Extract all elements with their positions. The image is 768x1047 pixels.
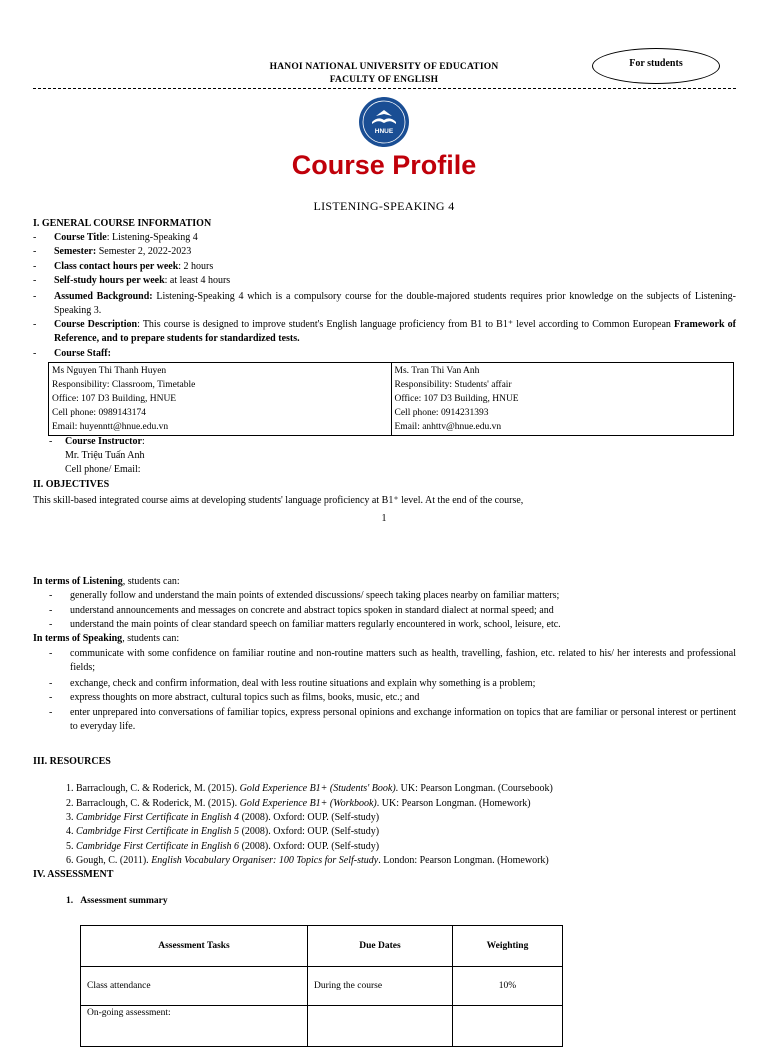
resource-pre: Barraclough, C. & Roderick, M. (2015). — [76, 798, 240, 809]
resource-item — [66, 825, 379, 839]
resource-post: . London: Pearson Longman. (Homework) — [378, 855, 549, 866]
resource-num: 5. — [66, 841, 74, 852]
item-value: : at least 4 hours — [164, 275, 231, 286]
instructor-label: Course Instructor — [65, 436, 142, 447]
resource-num: 4. — [66, 826, 74, 837]
staff-cell — [391, 363, 734, 436]
table-cell — [308, 1006, 453, 1047]
resource-item — [66, 854, 549, 868]
resources-heading: III. RESOURCES — [33, 756, 111, 767]
column-header: Assessment Tasks — [81, 926, 308, 967]
table-cell — [453, 1006, 563, 1047]
resource-title: Cambridge First Certificate in English 6 — [76, 841, 240, 852]
listening-label: In terms of Listening — [33, 576, 123, 587]
column-header: Due Dates — [308, 926, 453, 967]
hnue-logo-icon — [358, 96, 410, 148]
general-heading: I. GENERAL COURSE INFORMATION — [33, 218, 212, 229]
table-row — [81, 967, 563, 1006]
objectives-intro: This skill-based integrated course aims at developing students' language proficiency at B1⁺ level. At the end of the course, — [33, 495, 524, 506]
resource-title: Cambridge First Certificate in English 4 — [76, 812, 240, 823]
table-cell: During the course — [308, 967, 453, 1006]
table-row — [81, 1006, 563, 1047]
resource-post: (2008). Oxford: OUP. (Self-study) — [239, 812, 380, 823]
assessment-summary-heading — [66, 896, 168, 906]
column-header: Weighting — [453, 926, 563, 967]
table-cell: Class attendance — [81, 967, 308, 1006]
item-label: Semester: — [54, 246, 97, 257]
staff-office: Office: 107 D3 Building, HNUE — [394, 394, 519, 404]
summary-num: 1. — [66, 896, 74, 906]
staff-email: Email: anhttv@hnue.edu.vn — [394, 422, 502, 432]
list-item-text: generally follow and understand the main points of extended discussions/ speech taking places nearby on familiar matters; — [70, 590, 560, 601]
list-item-text: understand the main points of clear standard speech on familiar matters regularly encountered in work, school, leisure, etc. — [70, 619, 561, 630]
resource-item — [66, 811, 379, 825]
resource-title: Gold Experience B1+ (Students' Book) — [239, 783, 396, 794]
resource-num: 2. — [66, 798, 74, 809]
course-instructor: - Course Instructor: Mr. Triệu Tuấn Anh Cell phone/ Email: — [49, 436, 145, 475]
item-value: : Listening-Speaking 4 — [106, 232, 198, 243]
instructor-colon: : — [141, 436, 145, 447]
staff-phone: Cell phone: 0989143174 — [52, 408, 146, 418]
assessment-heading: IV. ASSESSMENT — [33, 869, 114, 880]
resource-post: . UK: Pearson Longman. (Homework) — [376, 798, 531, 809]
staff-table — [48, 362, 734, 436]
speaking-suffix: , students can: — [122, 633, 180, 644]
resource-post: (2008). Oxford: OUP. (Self-study) — [239, 841, 380, 852]
resource-item — [66, 797, 531, 811]
page-number: 1 — [381, 513, 387, 524]
list-item-text: exchange, check and confirm information, deal with less routine situations and explain why something is a problem; — [70, 678, 536, 689]
item-label: Course Title — [54, 232, 107, 243]
table-header-row — [81, 926, 563, 967]
resource-pre: Barraclough, C. & Roderick, M. (2015). — [76, 783, 240, 794]
resource-post: (2008). Oxford: OUP. (Self-study) — [239, 826, 380, 837]
staff-phone: Cell phone: 0914231393 — [394, 408, 489, 418]
listening-suffix: , students can: — [122, 576, 180, 587]
resource-num: 6. — [66, 855, 74, 866]
resource-title: Gold Experience B1+ (Workbook) — [239, 798, 377, 809]
item-label: Course Staff: — [54, 348, 111, 359]
item-value: Listening-Speaking 4 which is a compulsory course for the double-majored students requires prior knowledge on the subjects of Listening-Speaking 3. — [54, 291, 736, 316]
listening-intro — [33, 575, 736, 589]
resource-post: . UK: Pearson Longman. (Coursebook) — [395, 783, 553, 794]
staff-responsibility: Responsibility: Classroom, Timetable — [52, 380, 196, 390]
list-item-text: express thoughts on more abstract, cultural topics such as films, books, music, etc.; and — [70, 692, 420, 703]
logo-text: HNUE — [374, 128, 394, 135]
item-value-bold: Framework of Reference, and to prepare students for standardized tests. — [54, 319, 736, 344]
faculty-name: FACULTY OF ENGLISH — [329, 75, 439, 85]
objectives-heading: II. OBJECTIVES — [33, 479, 110, 490]
item-label: Class contact hours per week — [54, 261, 179, 272]
staff-email: Email: huyenntt@hnue.edu.vn — [52, 422, 169, 432]
header-divider — [33, 88, 736, 89]
for-students-label: For students — [629, 58, 683, 69]
table-row — [49, 363, 734, 436]
speaking-label: In terms of Speaking — [33, 633, 123, 644]
table-cell: 10% — [453, 967, 563, 1006]
item-value: : 2 hours — [178, 261, 214, 272]
list-item-text: communicate with some confidence on familiar routine and non-routine matters such as health, travelling, fashion, etc. related to his/ her interests and professional fields; — [70, 648, 736, 673]
table-cell: On-going assessment: — [81, 1006, 308, 1047]
page-title: Course Profile — [291, 150, 477, 180]
list-item-text: enter unprepared into conversations of familiar topics, express personal opinions and exchange information on topics that are familiar or personal interest or pertinent to everyday life. — [70, 707, 736, 732]
staff-name: Ms Nguyen Thi Thanh Huyen — [52, 366, 167, 376]
item-label: Self-study hours per week — [54, 275, 165, 286]
resource-item — [66, 840, 379, 854]
instructor-name: Mr. Triệu Tuấn Anh — [65, 450, 145, 461]
speaking-intro — [33, 632, 736, 646]
resource-num: 1. — [66, 783, 74, 794]
staff-name: Ms. Tran Thi Van Anh — [394, 366, 480, 376]
list-item-text: understand announcements and messages on concrete and abstract topics spoken in standard dialect at normal speed; and — [70, 605, 554, 616]
staff-office: Office: 107 D3 Building, HNUE — [52, 394, 177, 404]
for-students-badge — [592, 48, 720, 84]
resource-pre: Gough, C. (2011). — [76, 855, 152, 866]
university-name: HANOI NATIONAL UNIVERSITY OF EDUCATION — [269, 62, 499, 72]
summary-label: Assessment summary — [80, 896, 168, 906]
item-label: Course Description — [54, 319, 138, 330]
resource-title: Cambridge First Certificate in English 5 — [76, 826, 240, 837]
instructor-contact: Cell phone/ Email: — [65, 464, 141, 475]
course-subtitle: LISTENING-SPEAKING 4 — [313, 199, 455, 213]
staff-cell — [49, 363, 392, 436]
assessment-table — [80, 925, 563, 1047]
resource-item — [66, 782, 553, 796]
item-value: : This course is designed to improve student's English language proficiency from B1 to B1⁺ level according to Common European — [137, 319, 674, 330]
item-label: Assumed Background: — [54, 291, 153, 302]
item-value: Semester 2, 2022-2023 — [96, 246, 192, 257]
resource-title: English Vocabulary Organiser: 100 Topics for Self-study — [151, 855, 379, 866]
resource-num: 3. — [66, 812, 74, 823]
staff-responsibility: Responsibility: Students' affair — [394, 380, 512, 390]
